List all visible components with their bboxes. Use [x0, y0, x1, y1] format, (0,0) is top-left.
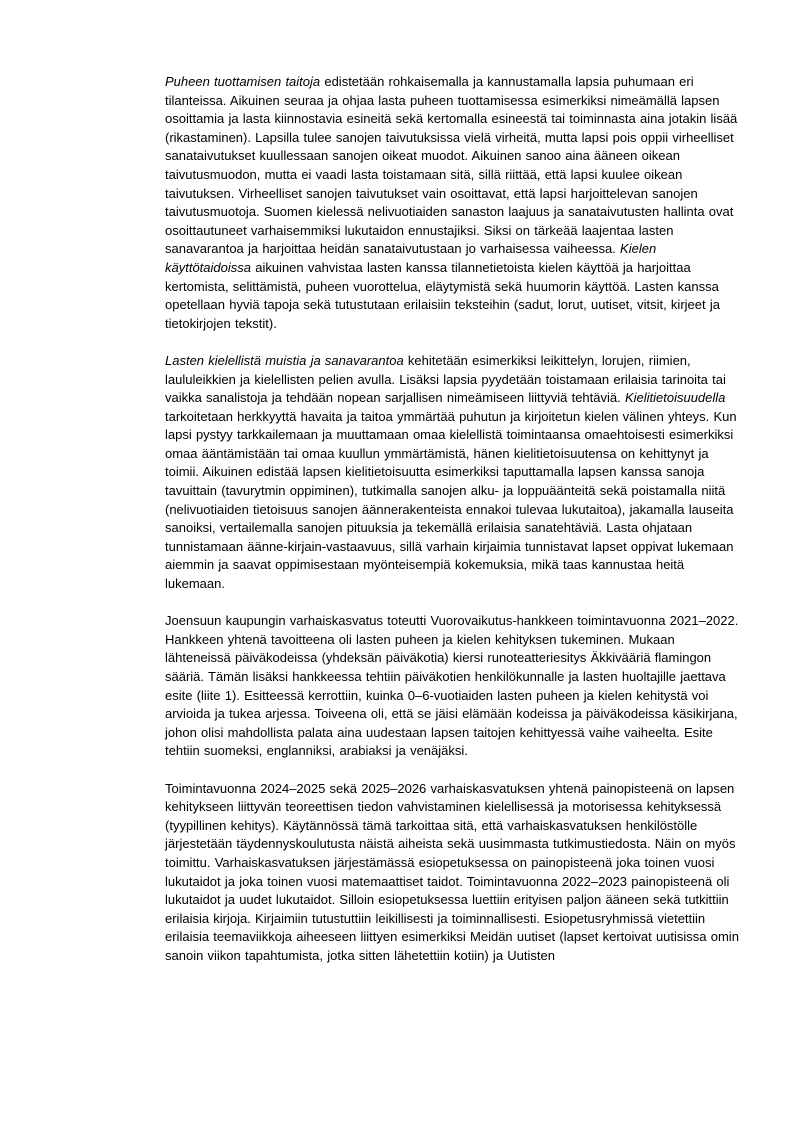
- paragraph-speech-production: [165, 73, 742, 333]
- paragraph-focus-years: [165, 780, 742, 966]
- text-run: tarkoitetaan herkkyyttä havaita ja taitoa ymmärtää puhutun ja kirjoitetun kielen välinen yhteys. Kun lapsi pystyy tarkkailemaan ja muuttamaan omaa kielellistä toimintaansa omaehtoisesti esimerkiksi omaa ääntämistään tai omaa kuullun ymmärtämistä, hänen kielitietoisuutensa on kehittynyt ja toimii. Aikuinen edistää lapsen kielitietoisuutta esimerkiksi taputtamalla lapsen kanssa sanoja tavuittain (tavurytmin oppiminen), tutkimalla sanojen alku- ja loppuäänteitä sekä poistamalla niitä (nelivuotiaiden tietoisuus sanojen äännerakenteista ennakoi tulevaa lukutaitoa), jakamalla lauseita sanoiksi, vertailemalla sanojen pituuksia ja tekemällä erilaisia sanatehtäviä. Lasta ohjataan tunnistamaan äänne-kirjain-vastaavuus, sillä varhain kirjaimia tunnistavat lapset oppivat lukemaan aiemmin ja saavat oppimisestaan myönteisempiä kokemuksia, mikä taas kannustaa heitä lukemaan.: [165, 408, 737, 592]
- italic-text-run: Puheen tuottamisen taitoja: [165, 74, 321, 89]
- text-run: Joensuun kaupungin varhaiskasvatus toteutti Vuorovaikutus-hankkeen toimintavuonna 2021–2022. Hankkeen yhtenä tavoitteena oli lasten puheen ja kielen kehityksen tukeminen. Mukaan lähteneissä päiväkodeissa (yhdeksän päiväkotia) kiersi runoteatteriesitys Äkkivääriä flamingon sääriä. Tämän lisäksi hankkeessa tehtiin päiväkotien henkilökunnalle ja lasten huoltajille jaettava esite (liite 1). Esitteessä kerrottiin, kuinka 0–6-vuotiaiden lasten puheen ja kielen kehitystä voi arvioida ja tukea arjessa. Toiveena oli, että se jäisi elämään kodeissa ja päiväkodeissa käsikirjana, johon olisi mahdollista palata aina uudestaan lapsen taitojen kehittyessä vaihe vaiheelta. Esite tehtiin suomeksi, englanniksi, arabiaksi ja venäjäksi.: [165, 613, 739, 759]
- text-run: aikuinen vahvistaa lasten kanssa tilannetietoista kielen käyttöä ja harjoittaa kertomista, selittämistä, puheen vuorottelua, eläytymistä sekä huumorin käyttöä. Lasten kanssa opetellaan hyviä tapoja sekä tutustutaan erilaisiin teksteihin (sadut, lorut, uutiset, vitsit, kirjeet ja tietokirjojen tekstit).: [165, 259, 720, 331]
- paragraph-vuorovaikutus-project: [165, 612, 742, 761]
- document-body: [165, 73, 742, 966]
- paragraph-linguistic-memory: [165, 352, 742, 594]
- italic-text-run: Kielen käyttötaidoissa: [165, 241, 657, 275]
- text-run: Toimintavuonna 2024–2025 sekä 2025–2026 varhaiskasvatuksen yhtenä painopisteenä on lapsen kehitykseen liittyvän teoreettisen tiedon vahvistaminen kielellisessä ja motorisessa kehityksessä (tyypillinen kehitys). Käytännössä tämä tarkoittaa sitä, että varhaiskasvatuksen henkilöstölle järjestetään täydennyskoulutusta näistä aiheista sekä uusimmasta tutkimustiedosta. Näin on myös toimittu. Varhaiskasvatuksen järjestämässä esiopetuksessa on painopisteenä joka toinen vuosi lukutaidot ja joka toinen vuosi matemaattiset taidot. Toimintavuonna 2022–2023 painopisteenä oli lukutaidot ja uudet lukutaidot. Silloin esiopetuksessa luettiin erityisen paljon ääneen sekä tutkittiin erilaisia kirjoja. Kirjaimiin tutustuttiin leikillisesti ja toiminnallisesti. Esiopetusryhmissä vietettiin erilaisia teemaviikkoja aiheeseen liittyen esimerkiksi Meidän uutiset (lapset kertoivat uutisissa omin sanoin viikon tapahtumista, jotka sitten lähetettiin kotiin) ja Uutisten: [165, 780, 739, 963]
- text-run: edistetään rohkaisemalla ja kannustamalla lapsia puhumaan eri tilanteissa. Aikuinen seuraa ja ohjaa lasta puheen tuottamisessa esimerkiksi nimeämällä lapsen osoittamia ja lasta kiinnostavia esineitä sekä kertomalla esineestä tai toiminnasta aina jotakin lisää (rikastaminen). Lapsilla tulee sanojen taivutuksissa vielä virheitä, mutta lapsi pois oppii virheelliset sanataivutukset kuullessaan sanojen oikeat muodot. Aikuinen sanoo aina ääneen oikean taivutusmuodon, mutta ei vaadi lasta toistamaan sitä, sillä riittää, että lapsi kuulee oikean taivutuksen. Virheelliset sanojen taivutukset vain osoittavat, että lapsi harjoittelevan sanojen taivutusmuotoja. Suomen kielessä nelivuotiaiden sanaston laajuus ja sanataivutusten hallinta ovat osoittautuneet varhaisemmiksi lukutaidon ennustajiksi. Siksi on tärkeää laajentaa lasten sanavarantoa ja harjoittaa heidän sanataivutustaan jo varhaisessa vaiheessa.: [165, 74, 738, 257]
- text-run: kehitetään esimerkiksi leikittelyn, lorujen, riimien, laululeikkien ja kielellisten pelien avulla. Lisäksi lapsia pyydetään toistamaan erilaisia tarinoita tai vaikka sanalistoja ja tehdään nopean sarjallisen nimeämiseen liittyviä tehtäviä.: [165, 352, 726, 406]
- italic-text-run: Lasten kielellistä muistia ja sanavarantoa: [165, 352, 404, 368]
- italic-text-run: Kielitietoisuudella: [624, 390, 726, 406]
